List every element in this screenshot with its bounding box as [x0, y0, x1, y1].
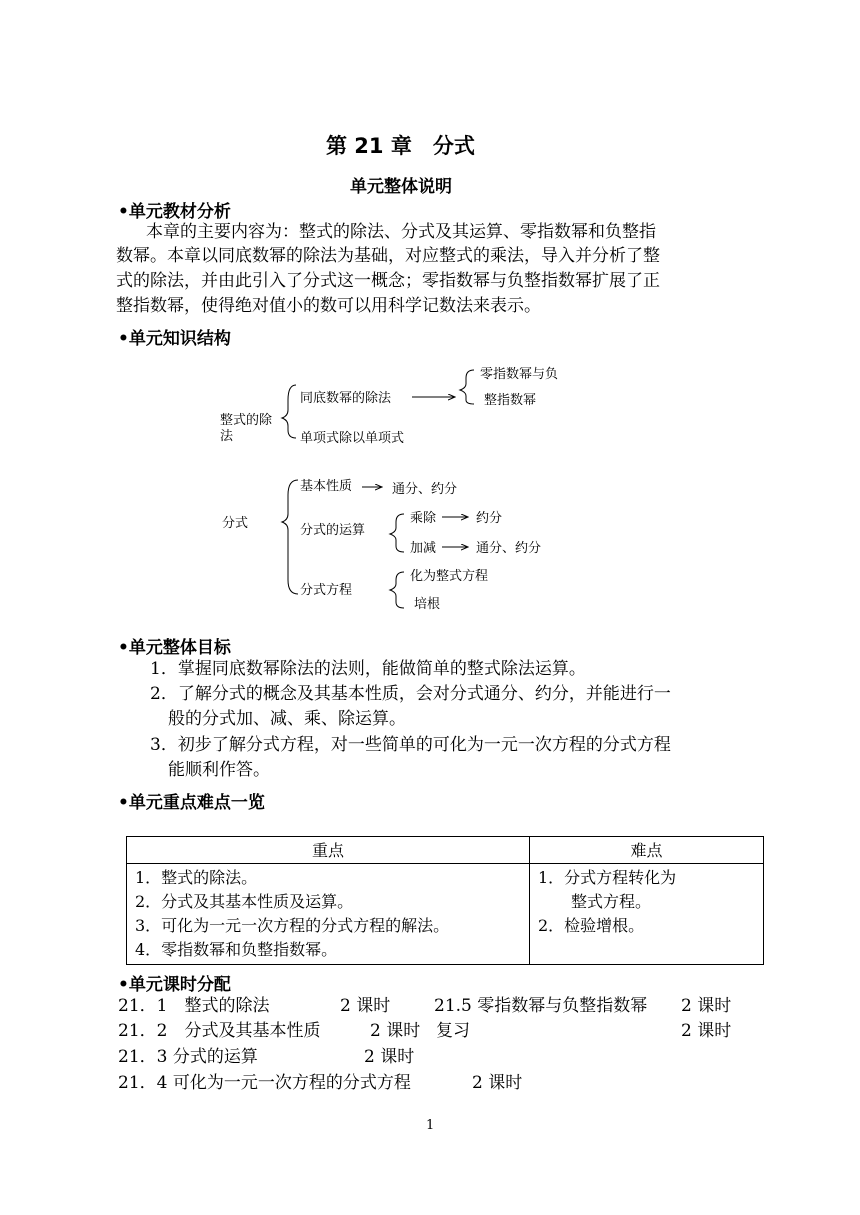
schedule-item: 21．3 分式的运算 — [118, 1047, 258, 1067]
schedule-item: 21.5 零指数幂与负整指数幂 — [434, 996, 648, 1016]
diagram-node-c2: 分式的运算 — [300, 523, 366, 538]
goal-item: 1．掌握同底数幂除法的法则，能做简单的整式除法运算。 — [150, 659, 586, 679]
section-heading-structure: •单元知识结构 — [118, 329, 231, 349]
keypoints-cell — [127, 864, 530, 965]
diagram-node-root1-cont: 法 — [220, 429, 234, 444]
schedule-hours: 2 课时 — [681, 996, 732, 1016]
analysis-line: 本章的主要内容为：整式的除法、分式及其运算、零指数幂和负整指 — [146, 222, 656, 242]
list-item: 整式方程。 — [571, 892, 652, 911]
diagram-node-c2-a-leaf: 约分 — [476, 511, 503, 526]
diagram-node-b2: 单项式除以单项式 — [300, 431, 405, 446]
brace-icon — [282, 480, 298, 594]
list-item: 2．检验增根。 — [538, 916, 645, 935]
list-item: 2．分式及其基本性质及运算。 — [135, 892, 354, 911]
diagram-node-c3-b: 培根 — [414, 597, 441, 612]
schedule-hours: 2 课时 — [681, 1021, 732, 1041]
schedule-hours: 2 课时 — [340, 996, 391, 1016]
page-subtitle: 单元整体说明 — [350, 177, 452, 197]
brace-icon — [390, 514, 404, 552]
diagram-node-c3-a: 化为整式方程 — [410, 569, 489, 584]
list-item: 1．分式方程转化为 — [538, 868, 677, 887]
section-heading-goals: •单元整体目标 — [118, 638, 231, 658]
brace-icon — [460, 370, 474, 404]
diagram-node-b1: 同底数幂的除法 — [300, 391, 392, 406]
diagram-node-b1-leaf1: 零指数幂与负 — [480, 367, 559, 382]
brace-icon — [390, 572, 404, 608]
schedule-hours: 2 课时 — [472, 1073, 523, 1093]
diagram-node-c2-b-leaf: 通分、约分 — [476, 541, 542, 556]
schedule-hours: 2 课时 — [370, 1021, 421, 1041]
difficulties-cell — [530, 864, 764, 965]
goal-item: 3．初步了解分式方程，对一些简单的可化为一元一次方程的分式方程 — [150, 735, 671, 755]
table-header-difficulties: 难点 — [530, 837, 764, 864]
diagram-node-c1: 基本性质 — [300, 479, 353, 494]
diagram-node-root1: 整式的除 — [220, 413, 273, 428]
brace-icon — [282, 385, 296, 438]
analysis-line: 式的除法，并由此引入了分式这一概念；零指数幂与负整指数幂扩展了正 — [116, 271, 660, 291]
list-item: 3．可化为一元一次方程的分式方程的解法。 — [135, 916, 450, 935]
list-item: 4．零指数幂和负整指数幂。 — [135, 940, 338, 959]
keypoints-table — [126, 836, 764, 965]
schedule-item: 21．2 分式及其基本性质 — [118, 1021, 321, 1041]
schedule-item: 复习 — [436, 1021, 470, 1041]
section-heading-analysis: •单元教材分析 — [118, 202, 231, 222]
diagram-node-c3: 分式方程 — [300, 583, 353, 598]
diagram-node-root2: 分式 — [222, 516, 249, 531]
list-item: 1．整式的除法。 — [135, 868, 258, 887]
goal-item: 能顺利作答。 — [168, 760, 270, 780]
analysis-line: 整指数幂，使得绝对值小的数可以用科学记数法来表示。 — [116, 296, 541, 316]
table-header-keypoints: 重点 — [127, 837, 530, 864]
page-number: 1 — [426, 1118, 435, 1133]
diagram-node-c1-leaf: 通分、约分 — [392, 482, 458, 497]
section-heading-keypoints: •单元重点难点一览 — [118, 793, 265, 813]
diagram-node-b1-leaf2: 整指数幂 — [484, 393, 537, 408]
page-title: 第 21 章 分式 — [326, 134, 475, 158]
section-heading-schedule: •单元课时分配 — [118, 975, 231, 995]
goal-item: 2．了解分式的概念及其基本性质，会对分式通分、约分，并能进行一 — [150, 684, 671, 704]
schedule-item: 21．4 可化为一元一次方程的分式方程 — [118, 1073, 411, 1093]
schedule-item: 21．1 整式的除法 — [118, 996, 270, 1016]
diagram-node-c2-b: 加减 — [410, 541, 437, 556]
goal-item: 般的分式加、减、乘、除运算。 — [168, 709, 406, 729]
analysis-line: 数幂。本章以同底数幂的除法为基础，对应整式的乘法，导入并分析了整 — [116, 246, 660, 266]
schedule-hours: 2 课时 — [364, 1047, 415, 1067]
diagram-node-c2-a: 乘除 — [410, 511, 437, 526]
